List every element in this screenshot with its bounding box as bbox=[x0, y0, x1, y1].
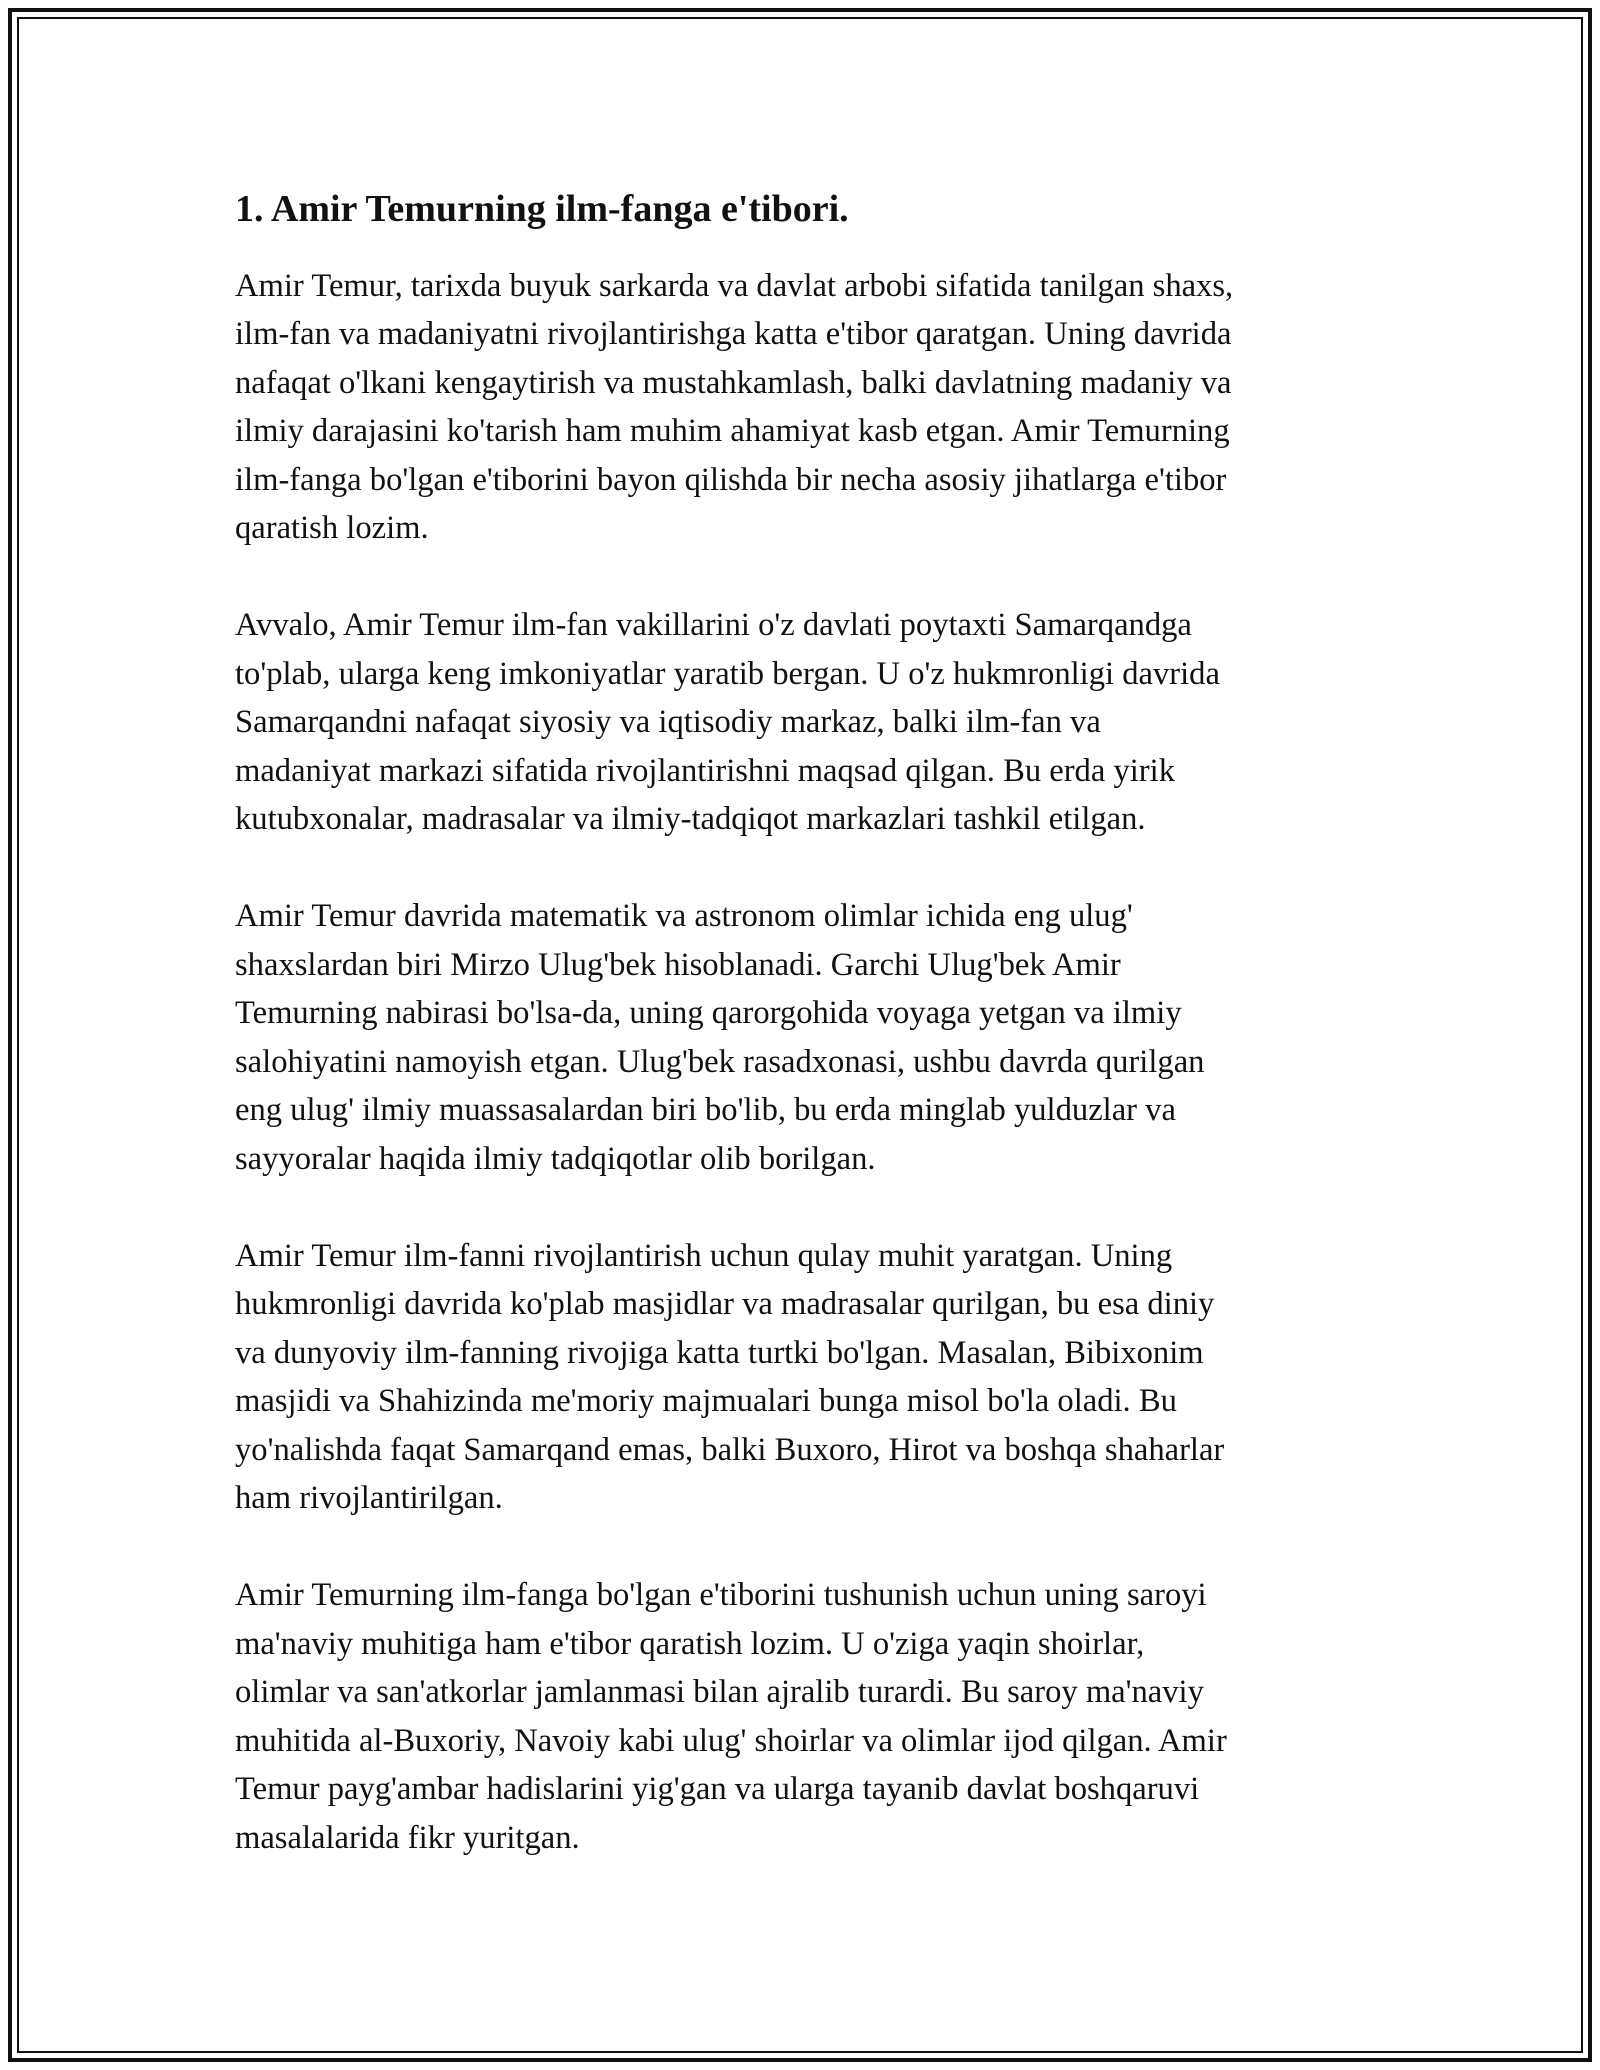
paragraph-line: shaxslardan biri Mirzo Ulug'bek hisoblanadi. Garchi Ulug'bek Amir bbox=[235, 946, 1121, 983]
paragraph-line: nafaqat o'lkani kengaytirish va mustahkamlash, balki davlatning madaniy va bbox=[235, 364, 1232, 401]
paragraph-1 bbox=[235, 262, 1365, 553]
paragraph-2 bbox=[235, 601, 1365, 844]
paragraph-3 bbox=[235, 892, 1365, 1183]
paragraph-line: Temur payg'ambar hadislarini yig'gan va ularga tayanib davlat boshqaruvi bbox=[235, 1771, 1200, 1807]
document-body bbox=[235, 186, 1365, 1911]
paragraph-line: ham rivojlantirilgan. bbox=[235, 1480, 503, 1516]
paragraph-line: sayyoralar haqida ilmiy tadqiqotlar olib borilgan. bbox=[235, 1140, 876, 1177]
paragraph-line: ilmiy darajasini ko'tarish ham muhim ahamiyat kasb etgan. Amir Temurning bbox=[235, 413, 1230, 449]
paragraph-line: olimlar va san'atkorlar jamlanmasi bilan ajralib turardi. Bu saroy ma'naviy bbox=[235, 1674, 1204, 1710]
paragraph-line: muhitida al-Buxoriy, Navoiy kabi ulug' shoirlar va olimlar ijod qilgan. Amir bbox=[235, 1722, 1227, 1759]
paragraph-5 bbox=[235, 1571, 1365, 1862]
paragraph-line: Amir Temur davrida matematik va astronom olimlar ichida eng ulug' bbox=[235, 898, 1133, 934]
paragraph-line: madaniyat markazi sifatida rivojlantirishni maqsad qilgan. Bu erda yirik bbox=[235, 752, 1175, 789]
paragraph-4 bbox=[235, 1232, 1365, 1523]
paragraph-line: masjidi va Shahizinda me'moriy majmualari bunga misol bo'la oladi. Bu bbox=[235, 1383, 1177, 1419]
paragraph-line: kutubxonalar, madrasalar va ilmiy-tadqiqot markazlari tashkil etilgan. bbox=[235, 801, 1146, 837]
paragraph-line: Avvalo, Amir Temur ilm-fan vakillarini o'z davlati poytaxti Samarqandga bbox=[235, 607, 1192, 643]
paragraph-line: ilm-fan va madaniyatni rivojlantirishga katta e'tibor qaratgan. Uning davrida bbox=[235, 316, 1232, 352]
paragraph-line: to'plab, ularga keng imkoniyatlar yaratib bergan. U o'z hukmronligi davrida bbox=[235, 655, 1220, 692]
paragraph-line: salohiyatini namoyish etgan. Ulug'bek rasadxonasi, ushbu davrda qurilgan bbox=[235, 1043, 1205, 1080]
section-heading: 1. Amir Temurning ilm-fanga e'tibori. bbox=[235, 188, 849, 230]
paragraph-line: Samarqandni nafaqat siyosiy va iqtisodiy markaz, balki ilm-fan va bbox=[235, 704, 1101, 740]
paragraph-line: hukmronligi davrida ko'plab masjidlar va madrasalar qurilgan, bu esa diniy bbox=[235, 1286, 1215, 1322]
paragraph-line: yo'nalishda faqat Samarqand emas, balki Buxoro, Hirot va boshqa shaharlar bbox=[235, 1431, 1225, 1468]
paragraph-line: masalalarida fikr yuritgan. bbox=[235, 1819, 580, 1856]
paragraph-line: Amir Temur, tarixda buyuk sarkarda va davlat arbobi sifatida tanilgan shaxs, bbox=[235, 267, 1234, 304]
paragraph-line: Amir Temur ilm-fanni rivojlantirish uchun qulay muhit yaratgan. Uning bbox=[235, 1237, 1173, 1274]
paragraph-line: eng ulug' ilmiy muassasalardan biri bo'lib, bu erda minglab yulduzlar va bbox=[235, 1092, 1176, 1128]
paragraph-line: ilm-fanga bo'lgan e'tiborini bayon qilishda bir necha asosiy jihatlarga e'tibor bbox=[235, 461, 1227, 498]
paragraph-line: qaratish lozim. bbox=[235, 510, 429, 546]
paragraph-line: va dunyoviy ilm-fanning rivojiga katta turtki bo'lgan. Masalan, Bibixonim bbox=[235, 1334, 1204, 1371]
paragraph-line: ma'naviy muhitiga ham e'tibor qaratish lozim. U o'ziga yaqin shoirlar, bbox=[235, 1625, 1145, 1662]
paragraph-line: Temurning nabirasi bo'lsa-da, uning qarorgohida voyaga yetgan va ilmiy bbox=[235, 995, 1182, 1031]
paragraph-line: Amir Temurning ilm-fanga bo'lgan e'tiborini tushunish uchun uning saroyi bbox=[235, 1577, 1207, 1613]
